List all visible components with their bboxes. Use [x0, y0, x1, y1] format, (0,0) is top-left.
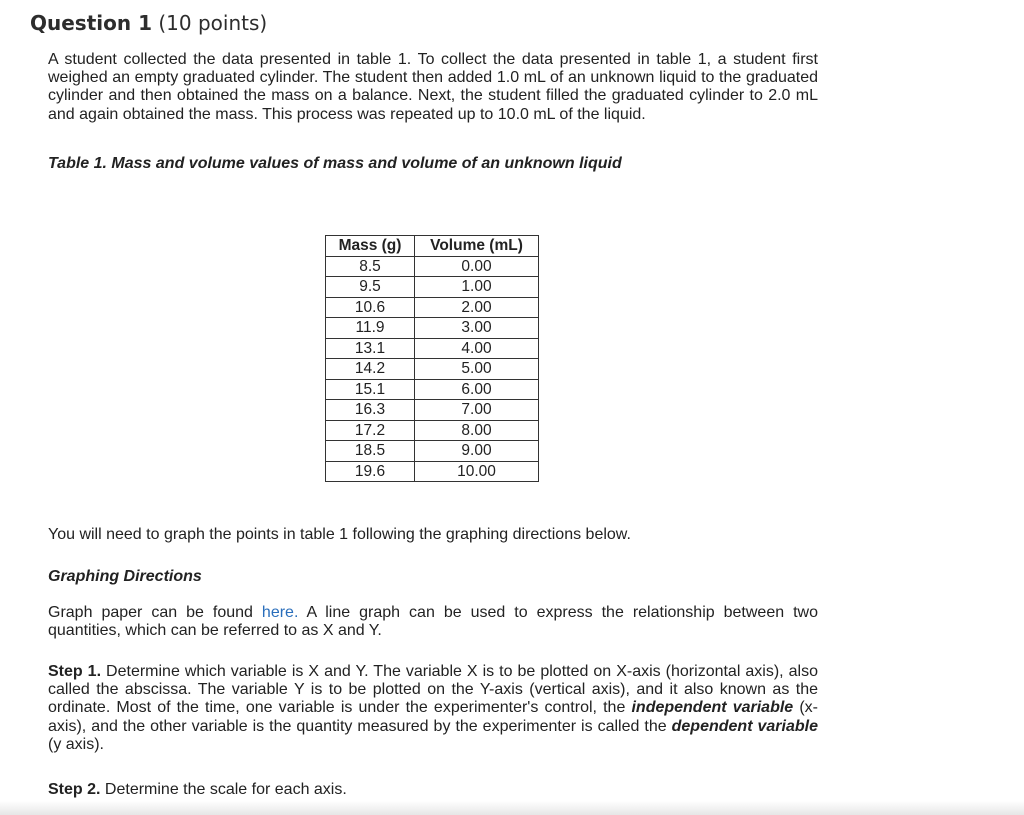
- graph-paper-paragraph: [48, 604, 818, 640]
- mass-header: Mass (g): [326, 236, 415, 257]
- table-header-row: [326, 236, 539, 257]
- mass-cell: 13.1: [326, 338, 415, 359]
- step1-text-a: Determine which variable is X and Y. The variable X is to be plotted on X-axis (horizontal axis), also called the abscissa. The variable Y is to be plotted on the Y-axis (vertical axis), and it also known as the ordinate. Most of the time, one variable is under the experimenter's control, the: [48, 663, 818, 717]
- mass-cell: 18.5: [326, 441, 415, 462]
- step2-paragraph: [48, 781, 818, 799]
- mass-cell: 8.5: [326, 256, 415, 277]
- volume-cell: 8.00: [415, 420, 539, 441]
- question-title: Question 1: [30, 11, 152, 35]
- table-caption: Table 1. Mass and volume values of mass and volume of an unknown liquid: [48, 155, 622, 172]
- table-row: [326, 420, 539, 441]
- mass-cell: 17.2: [326, 420, 415, 441]
- step1-text-b: (x-axis), and the other variable is the quantity measured by the experimenter is called the: [48, 699, 818, 735]
- mass-cell: 16.3: [326, 400, 415, 421]
- mass-cell: 14.2: [326, 359, 415, 380]
- table-row: [326, 256, 539, 277]
- table-row: [326, 277, 539, 298]
- step1-label: Step 1.: [48, 663, 102, 680]
- table-row: [326, 379, 539, 400]
- table-row: [326, 359, 539, 380]
- volume-cell: 10.00: [415, 461, 539, 482]
- step2-text: Determine the scale for each axis.: [100, 781, 347, 798]
- mass-cell: 9.5: [326, 277, 415, 298]
- step1-text-c: (y axis).: [48, 735, 104, 753]
- volume-cell: 1.00: [415, 277, 539, 298]
- table-row: [326, 400, 539, 421]
- question-points: (10 points): [158, 11, 268, 35]
- step1-paragraph: [48, 663, 818, 754]
- volume-cell: 7.00: [415, 400, 539, 421]
- graph-paper-link[interactable]: here.: [261, 604, 299, 621]
- table-row: [326, 441, 539, 462]
- table-row: [326, 338, 539, 359]
- volume-cell: 0.00: [415, 256, 539, 277]
- mass-cell: 10.6: [326, 297, 415, 318]
- line-graph-text: A line graph can be used to express the relationship between two quantities, which can be referred to as X and Y.: [48, 604, 818, 640]
- independent-variable-term: independent variable: [631, 699, 794, 717]
- mass-cell: 15.1: [326, 379, 415, 400]
- volume-cell: 4.00: [415, 338, 539, 359]
- volume-cell: 3.00: [415, 318, 539, 339]
- table-row: [326, 297, 539, 318]
- question-header: [30, 11, 267, 35]
- mass-cell: 19.6: [326, 461, 415, 482]
- volume-cell: 6.00: [415, 379, 539, 400]
- mass-cell: 11.9: [326, 318, 415, 339]
- table-row: [326, 318, 539, 339]
- step2-label: Step 2.: [48, 781, 101, 798]
- graphing-directions-heading: Graphing Directions: [48, 568, 202, 585]
- bottom-edge-shadow: [0, 801, 1024, 815]
- graph-paper-text: Graph paper can be found: [48, 604, 262, 621]
- dependent-variable-term: dependent variable: [671, 717, 818, 735]
- volume-cell: 2.00: [415, 297, 539, 318]
- intro-paragraph: A student collected the data presented in table 1. To collect the data presented in table 1, a student first weighed an empty graduated cylinder. The student then added 1.0 mL of an unknown liquid to the graduated cylinder and then obtained the mass on a balance. Next, the student filled the graduated cylinder to 2.0 mL and again obtained the mass. This process was repeated up to 10.0 mL of the liquid.: [48, 51, 818, 123]
- volume-cell: 9.00: [415, 441, 539, 462]
- table-row: [326, 461, 539, 482]
- graph-instruction: You will need to graph the points in table 1 following the graphing directions below.: [48, 526, 631, 543]
- data-table: [325, 235, 539, 482]
- volume-cell: 5.00: [415, 359, 539, 380]
- volume-header: Volume (mL): [415, 236, 539, 257]
